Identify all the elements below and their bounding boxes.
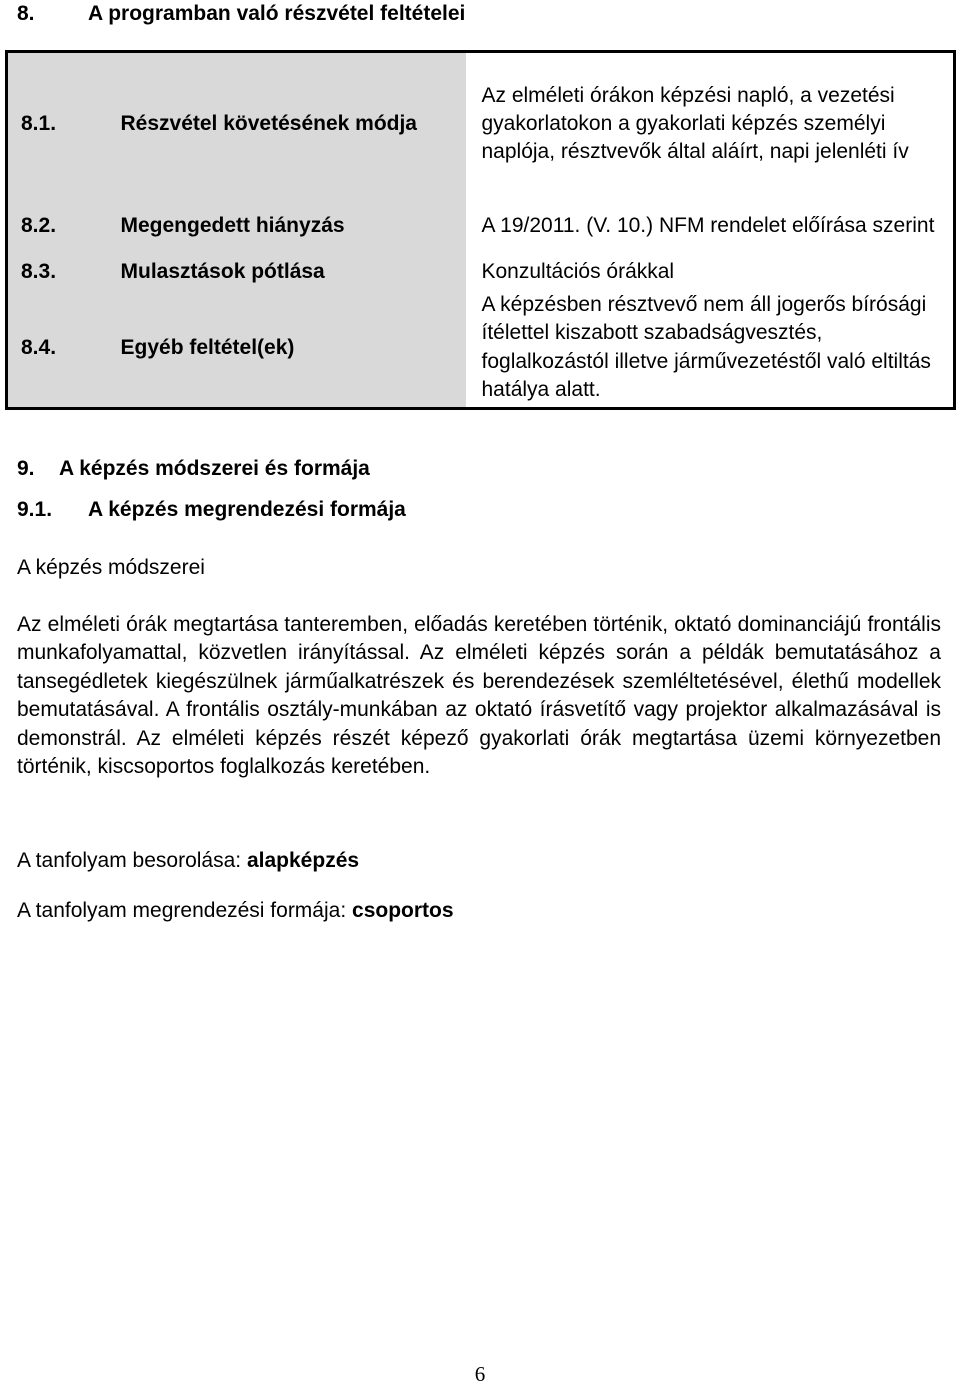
course-form [17, 899, 454, 923]
page-number: 6 [474, 1362, 486, 1386]
participation-conditions-table [5, 50, 956, 410]
row-value: Konzultációs órákkal [466, 257, 955, 289]
row-number: 8.4. [7, 289, 111, 409]
row-value: A 19/2011. (V. 10.) NFM rendelet előírása szerint [466, 196, 955, 257]
section-9-1-title: A képzés megrendezési formája [88, 498, 406, 521]
row-value: Az elméleti órákon képzési napló, a vezetési gyakorlatokon a gyakorlati képzés személyi naplója, résztvevők által aláírt, napi jelenléti ív [466, 52, 955, 196]
section-9-title: A képzés módszerei és formája [59, 457, 370, 480]
section-9-heading [17, 457, 370, 481]
methods-paragraph: Az elméleti órák megtartása tanteremben, előadás keretében történik, oktató dominanciájú frontális munkafolyamattal, közvetlen irányítással. Az elméleti képzés során a példák bemutatásához a tansegédletek kiegészülnek járműalkatrészek és berendezések szemléltetésével, élethű modellek bemutatásával. A frontális osztály-munkában az oktató írásvetítő vagy projektor alkalmazásával is demonstrál. Az elméleti képzés részét képező gyakorlati órák megtartása üzemi környezetben történik, kiscsoportos foglalkozás keretében. [17, 613, 941, 779]
row-label: Egyéb feltétel(ek) [111, 289, 466, 409]
row-number: 8.2. [7, 196, 111, 257]
classification-value: alapképzés [246, 849, 360, 872]
table-row [7, 289, 955, 409]
course-classification [17, 849, 359, 873]
section-8-title: A programban való részvétel feltételei [88, 2, 466, 25]
table-row [7, 52, 955, 196]
form-value: csoportos [352, 899, 454, 922]
table-row [7, 196, 955, 257]
row-number: 8.3. [7, 257, 111, 289]
form-label: A tanfolyam megrendezési formája: [17, 899, 347, 922]
row-label: Részvétel követésének módja [111, 52, 466, 196]
section-8-number: 8. [17, 2, 35, 25]
row-value: A képzésben résztvevő nem áll jogerős bírósági ítélettel kiszabott szabadságvesztés, foglalkozástól illetve járművezetéstől való eltiltás hatálya alatt. [466, 289, 955, 409]
classification-label: A tanfolyam besorolása: [17, 849, 242, 872]
row-label: Mulasztások pótlása [111, 257, 466, 289]
section-8-heading [17, 2, 465, 26]
row-number: 8.1. [7, 52, 111, 196]
row-label: Megengedett hiányzás [111, 196, 466, 257]
section-9-number: 9. [17, 457, 35, 480]
section-9-1-number: 9.1. [17, 498, 53, 521]
methods-heading: A képzés módszerei [17, 556, 205, 579]
table-row [7, 257, 955, 289]
section-9-1-heading [17, 498, 406, 522]
